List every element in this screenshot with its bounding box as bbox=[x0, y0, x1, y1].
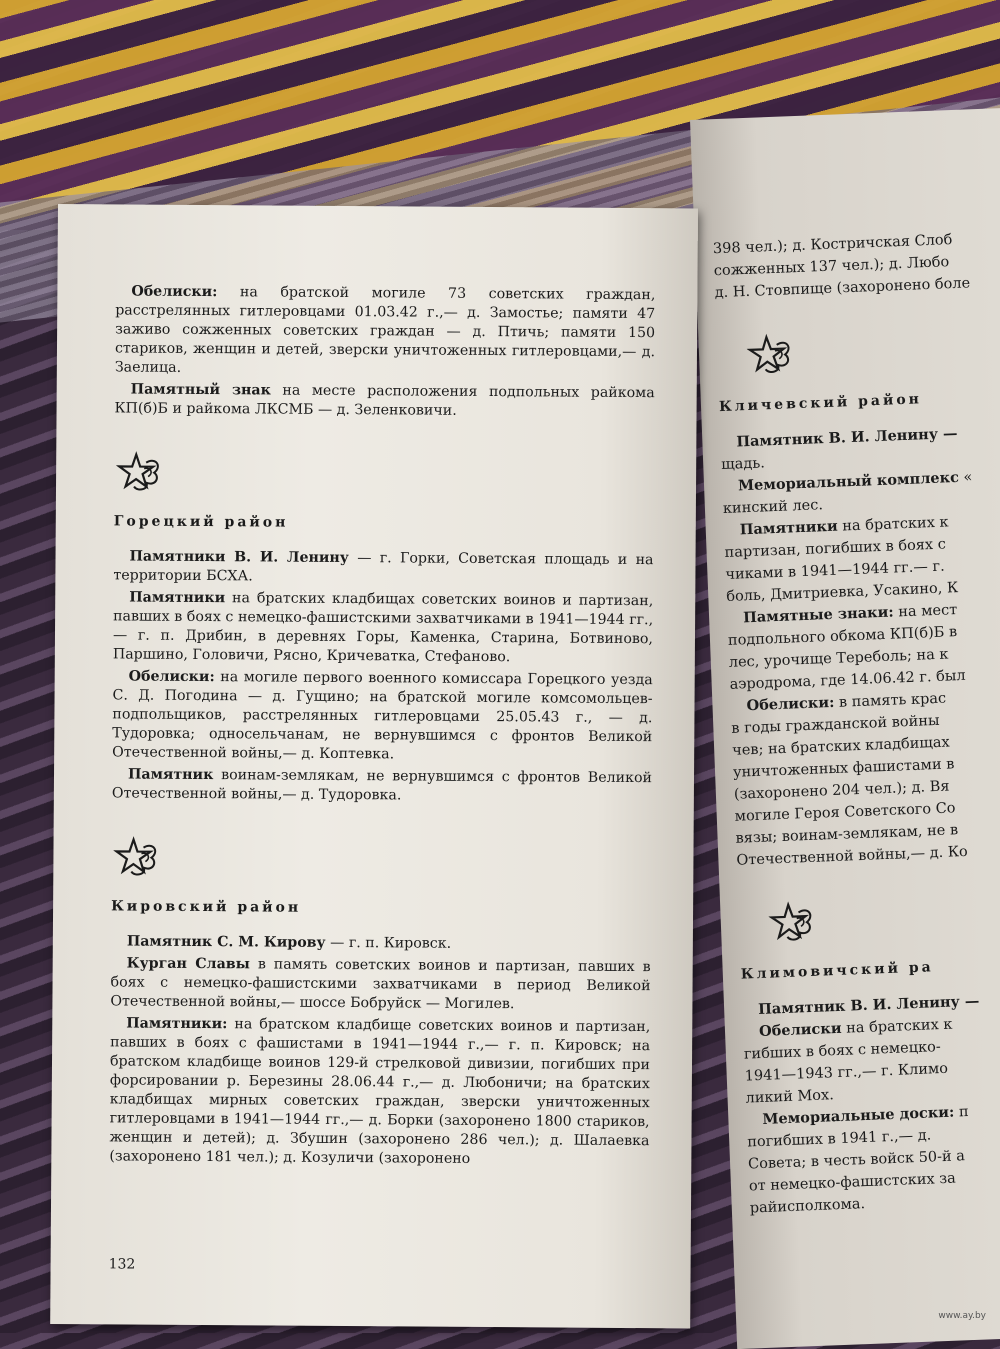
text-line: 398 чел.); д. Костричская Слоб bbox=[712, 232, 953, 258]
paragraph-text: на могиле первого военного комиссара Горецкого уезда С. Д. Погодина — д. Гущино; на братской могиле комсомольцев-подпольщиков, расстрелянных гитлеровцами 25.05.43 г., — д. Тудоровка; односельчанам, не вернувшимся с фронтов Великой Отечественной войны,— д. Коптевка. bbox=[112, 669, 653, 763]
paragraph bbox=[113, 588, 654, 668]
paragraph-text: аэродрома, где 14.06.42 г. был bbox=[729, 667, 966, 693]
paragraph-text: « bbox=[958, 469, 973, 486]
paragraph-lead: Мемориальный комплекс bbox=[737, 468, 960, 495]
paragraph bbox=[109, 1014, 650, 1170]
paragraph-text: кинский лес. bbox=[722, 497, 824, 518]
paragraph-text: вязы; воинам-землякам, не в bbox=[735, 822, 959, 847]
paragraph-text: гибших в боях с немецко- bbox=[743, 1039, 942, 1063]
paragraph-lead: Памятник В. И. Ленину — bbox=[757, 992, 980, 1019]
paragraph-lead: Памятники bbox=[739, 517, 839, 539]
paragraph-text: — г. п. Кировск. bbox=[325, 934, 452, 952]
section-title: Кличевский район bbox=[718, 391, 923, 416]
paragraph-lead: Памятные знаки: bbox=[742, 603, 895, 627]
paragraph bbox=[111, 932, 651, 955]
paragraph-text: Отечественной войны,— д. Ко bbox=[736, 843, 969, 869]
paragraph-lead: Обелиски: bbox=[131, 283, 218, 301]
paragraph-lead: Памятник С. М. Кирову bbox=[126, 933, 326, 951]
paragraph-text: могиле Героя Советского Со bbox=[734, 800, 956, 825]
paragraph-text: п bbox=[954, 1104, 969, 1121]
star-and-flowers-emblem-icon bbox=[746, 328, 796, 378]
paragraph-lead: Памятный знак bbox=[130, 381, 271, 399]
right-page bbox=[690, 107, 1000, 1349]
paragraph-text: на мест bbox=[893, 602, 958, 621]
right-page-column bbox=[713, 227, 1000, 1221]
paragraph-text: погибших в 1941 г.,— д. bbox=[746, 1127, 932, 1151]
paragraph-lead: Мемориальные доски: bbox=[762, 1103, 955, 1128]
paragraph-lead: Памятники bbox=[129, 589, 226, 607]
text-line: д. Н. Стовпище (захоронено боле bbox=[714, 275, 971, 302]
paragraph-lead: Обелиски bbox=[758, 1019, 842, 1041]
paragraph-text: 1941—1943 гг.,— г. Климо bbox=[744, 1060, 949, 1085]
paragraph-text: на братских кладбищах советских воинов и партизан, павших в боях с немецко-фашистскими захватчиками в 1941—1944 гг.,— г. п. Дрибин, в деревнях Горы, Каменка, Старина, Ботвиново, Паршино, Головичи, Рясно, Кричеватка, Стефаново. bbox=[112, 590, 654, 666]
paragraph-text: ликий Мох. bbox=[745, 1087, 835, 1107]
paragraph-text: чиками в 1941—1944 гг.— г. bbox=[725, 558, 945, 583]
paragraph-lead: Памятники: bbox=[126, 1015, 228, 1033]
paragraph-text: партизан, погибших в боях с bbox=[724, 536, 947, 561]
section-title: Горецкий район bbox=[113, 513, 289, 531]
star-and-flowers-emblem-icon bbox=[768, 896, 818, 946]
paragraph-text: на братских к bbox=[841, 1016, 953, 1037]
paragraph-text: (захоронено 204 чел.); д. Вя bbox=[733, 778, 950, 803]
paragraph-text: в память советских воинов и партизан, павших в боях с немецко-фашистскими захватчиками в период Великой Отечественной войны,— шоссе Бобруйск — Могилев. bbox=[110, 956, 651, 1013]
paragraph-lead: Памятник bbox=[127, 766, 214, 784]
paragraph bbox=[115, 380, 655, 422]
paragraph-text: в память крас bbox=[834, 690, 947, 711]
paragraph-text: чев; на братских кладбищах bbox=[731, 734, 951, 759]
paragraph-lead: Обелиски: bbox=[128, 668, 215, 686]
star-and-flowers-emblem-icon bbox=[113, 831, 161, 879]
paragraph-text: от немецко-фашистских за bbox=[748, 1170, 957, 1195]
paragraph-lead: Курган Славы bbox=[126, 955, 250, 973]
paragraph-text: райисполкома. bbox=[749, 1196, 866, 1217]
paragraph bbox=[115, 282, 656, 381]
paragraph-text: на месте расположения подпольных райкома КП(б)Б и райкома ЛКСМБ — д. Зеленковичи. bbox=[114, 382, 655, 419]
page-number: 132 bbox=[108, 1256, 136, 1273]
paragraph bbox=[113, 547, 653, 589]
paragraph-text: щадь. bbox=[720, 455, 766, 474]
paragraph-text: подпольного обкома КП(б)Б в bbox=[727, 624, 958, 649]
section-title: Кировский район bbox=[111, 898, 302, 916]
paragraph-lead: Обелиски: bbox=[746, 693, 835, 715]
left-page bbox=[50, 204, 698, 1328]
paragraph-text: на братских к bbox=[837, 514, 949, 535]
paragraph bbox=[112, 667, 653, 766]
paragraph bbox=[112, 765, 652, 807]
paragraph-text: уничтоженных фашистами в bbox=[732, 756, 955, 781]
section-title: Климовичский ра bbox=[740, 959, 934, 983]
watermark: www.ay.by bbox=[938, 1311, 986, 1321]
paragraph-text: — г. Горки, Советская площадь и на территории БСХА. bbox=[113, 550, 654, 585]
star-and-flowers-emblem-icon bbox=[116, 446, 164, 494]
paragraph-text: боль, Дмитриевка, Усакино, К bbox=[726, 580, 959, 605]
paragraph-text: на братской могиле 73 советских граждан, расстрелянных гитлеровцами 01.03.42 г.,— д. Замостье; памяти 47 заживо сожженных советских граждан — д. Птичь; памяти 150 стариков, женщин и детей, зверски уничтоженных гитлеровцами,— д. Заелица. bbox=[114, 284, 656, 376]
paragraph-text: в годы гражданской войны bbox=[731, 712, 940, 737]
left-page-column bbox=[109, 282, 655, 1173]
paragraph-text: на братском кладбище советских воинов и партизан, павших в боях с фашистами в 1941—1944 г.,— г. п. Кировск; на братском кладбище воинов 129-й стрелковой дивизии, погибших при форсировании р. Березины 28.06.44 г.,— д. Любоничи; на братских кладбищах мирных советских граждан, зверски уничтоженных гитлеровцами в 1941—1944 гг.,— д. Борки (захоронено 1800 стариков, женщин и детей); д. Збушин (захоронено 286 чел.); д. Шалаевка (захоронено 181 чел.); д. Козуличи (захоронено bbox=[109, 1016, 651, 1167]
paragraph-text: лес, урочище Тереболь; на к bbox=[728, 646, 949, 671]
paragraph bbox=[110, 954, 650, 1015]
paragraph-text: Совета; в честь войск 50-й а bbox=[747, 1148, 966, 1173]
text-line: сожженных 137 чел.); д. Любо bbox=[713, 254, 950, 280]
paragraph-text: воинам-землякам, не вернувшимся с фронтов Великой Отечественной войны,— д. Тудоровка. bbox=[111, 767, 653, 804]
paragraph-lead: Памятники В. И. Ленину bbox=[129, 548, 349, 567]
paragraph-lead: Памятник В. И. Ленину — bbox=[736, 424, 958, 451]
